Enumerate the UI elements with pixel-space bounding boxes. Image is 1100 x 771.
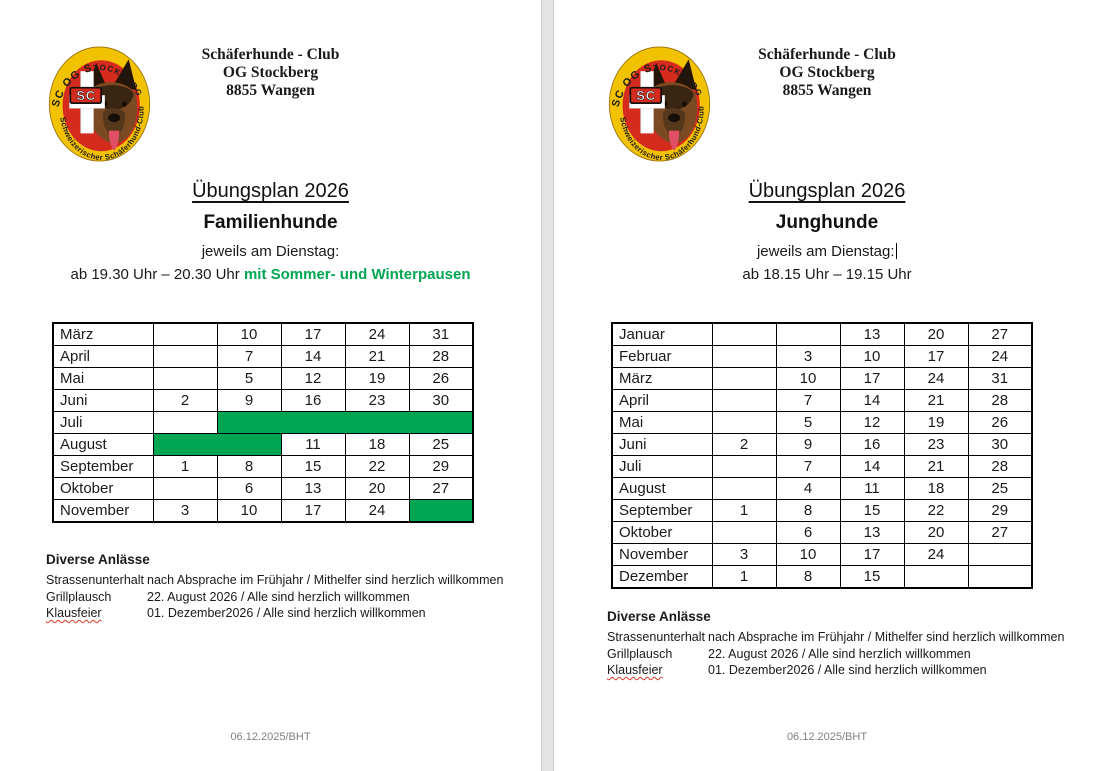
page-familienhunde [0, 0, 541, 771]
event-row [46, 572, 541, 589]
date-cell[interactable]: 18 [904, 478, 968, 500]
date-cell[interactable]: 24 [345, 323, 409, 346]
group-title[interactable]: Familienhunde [203, 212, 338, 233]
event-row [46, 589, 541, 606]
date-cell[interactable]: 25 [968, 478, 1032, 500]
page-title[interactable]: Übungsplan 2026 [748, 180, 906, 202]
date-cell[interactable]: 24 [904, 544, 968, 566]
month-cell[interactable]: März [612, 368, 712, 390]
month-cell[interactable]: Juni [53, 390, 153, 412]
date-cell[interactable]: 8 [776, 500, 840, 522]
date-cell[interactable] [712, 456, 776, 478]
event-label[interactable]: Strassenunterhalt [46, 573, 144, 587]
club-og[interactable]: OG Stockberg [779, 64, 875, 81]
month-cell[interactable]: August [612, 478, 712, 500]
event-label[interactable]: Grillplausch [607, 646, 673, 661]
event-detail[interactable]: 22. August 2026 / Alle sind herzlich willkommen [147, 589, 410, 604]
date-cell[interactable]: 17 [840, 368, 904, 390]
date-cell[interactable]: 21 [345, 346, 409, 368]
table-row [612, 323, 1032, 346]
date-cell[interactable]: 6 [217, 478, 281, 500]
date-cell[interactable]: 22 [345, 456, 409, 478]
club-name[interactable]: Schäferhunde - Club [758, 46, 896, 63]
date-cell[interactable] [712, 412, 776, 434]
schedule-table-familienhunde [52, 322, 474, 523]
date-cell[interactable]: 26 [968, 412, 1032, 434]
events-section [46, 551, 541, 622]
date-cell[interactable]: 2 [153, 390, 217, 412]
date-cell[interactable] [968, 566, 1032, 589]
pause-cell[interactable] [153, 434, 281, 456]
date-cell[interactable]: 15 [840, 566, 904, 589]
events-heading[interactable]: Diverse Anlässe [46, 552, 150, 567]
time-text: ab 19.30 Uhr – 20.30 Uhr [70, 266, 244, 283]
month-cell[interactable]: November [612, 544, 712, 566]
date-cell[interactable]: 5 [217, 368, 281, 390]
date-cell[interactable] [712, 390, 776, 412]
pause-cell[interactable] [409, 500, 473, 523]
date-cell[interactable]: 24 [345, 500, 409, 523]
schedule-table-junghunde [611, 322, 1033, 589]
event-detail[interactable]: nach Absprache im Frühjahr / Mithelfer sind herzlich willkommen [708, 630, 1065, 644]
event-detail[interactable]: nach Absprache im Frühjahr / Mithelfer sind herzlich willkommen [147, 573, 504, 587]
weekday-text: jeweils am Dienstag: [756, 243, 895, 260]
date-cell[interactable]: 1 [153, 456, 217, 478]
time-line[interactable] [0, 265, 541, 285]
date-cell[interactable]: 28 [409, 346, 473, 368]
date-cell[interactable]: 10 [776, 544, 840, 566]
date-cell[interactable]: 10 [217, 323, 281, 346]
club-logo [608, 45, 711, 163]
table-row [612, 390, 1032, 412]
month-cell[interactable]: Oktober [612, 522, 712, 544]
month-cell[interactable]: April [53, 346, 153, 368]
date-cell[interactable]: 27 [968, 522, 1032, 544]
date-cell[interactable]: 7 [776, 456, 840, 478]
table-row [53, 456, 473, 478]
title-block [554, 178, 1100, 285]
page-footer: 06.12.2025/BHT [786, 731, 868, 743]
title-block [0, 178, 541, 285]
page-gap-divider [541, 0, 554, 771]
event-row [46, 605, 541, 622]
text-cursor [896, 243, 898, 259]
page-title[interactable]: Übungsplan 2026 [192, 180, 349, 202]
date-cell[interactable] [153, 412, 217, 434]
date-cell[interactable] [712, 478, 776, 500]
event-label[interactable]: Grillplausch [46, 589, 112, 604]
table-row [612, 346, 1032, 368]
event-row [607, 646, 1100, 663]
time-line[interactable]: ab 18.15 Uhr – 19.15 Uhr [742, 266, 912, 283]
event-label[interactable]: Strassenunterhalt [607, 630, 705, 644]
table-row [53, 478, 473, 500]
date-cell[interactable] [153, 346, 217, 368]
month-cell[interactable]: Juni [612, 434, 712, 456]
date-cell[interactable]: 13 [840, 522, 904, 544]
date-cell[interactable] [712, 368, 776, 390]
month-cell[interactable]: Mai [53, 368, 153, 390]
date-cell[interactable]: 3 [776, 346, 840, 368]
pause-note: mit Sommer- und Winterpausen [243, 266, 471, 283]
date-cell[interactable]: 27 [409, 478, 473, 500]
date-cell[interactable]: 17 [904, 346, 968, 368]
date-cell[interactable] [968, 544, 1032, 566]
date-cell[interactable]: 11 [840, 478, 904, 500]
table-row [53, 368, 473, 390]
date-cell[interactable]: 3 [712, 544, 776, 566]
month-cell[interactable]: Mai [612, 412, 712, 434]
date-cell[interactable]: 31 [409, 323, 473, 346]
date-cell[interactable]: 16 [840, 434, 904, 456]
club-logo [48, 45, 151, 163]
table-row [53, 323, 473, 346]
date-cell[interactable]: 17 [840, 544, 904, 566]
month-cell[interactable]: Juli [612, 456, 712, 478]
date-cell[interactable]: 27 [968, 323, 1032, 346]
date-cell[interactable]: 5 [776, 412, 840, 434]
date-cell[interactable]: 28 [968, 456, 1032, 478]
date-cell[interactable]: 6 [776, 522, 840, 544]
date-cell[interactable]: 21 [904, 390, 968, 412]
page-junghunde [554, 0, 1100, 771]
event-detail[interactable]: 01. Dezember2026 / Alle sind herzlich willkommen [708, 663, 987, 677]
date-cell[interactable]: 4 [776, 478, 840, 500]
table-row [612, 368, 1032, 390]
date-cell[interactable]: 2 [712, 434, 776, 456]
table-row [612, 412, 1032, 434]
date-cell[interactable] [712, 323, 776, 346]
date-cell[interactable] [153, 323, 217, 346]
pause-cell[interactable] [217, 412, 473, 434]
date-cell[interactable]: 14 [840, 390, 904, 412]
table-row [612, 434, 1032, 456]
date-cell[interactable]: 25 [409, 434, 473, 456]
date-cell[interactable]: 23 [345, 390, 409, 412]
month-cell[interactable]: Dezember [612, 566, 712, 589]
event-detail[interactable]: 01. Dezember2026 / Alle sind herzlich willkommen [147, 606, 426, 620]
date-cell[interactable]: 30 [409, 390, 473, 412]
date-cell[interactable]: 24 [904, 368, 968, 390]
date-cell[interactable]: 13 [840, 323, 904, 346]
month-cell[interactable]: Juli [53, 412, 153, 434]
date-cell[interactable]: 19 [345, 368, 409, 390]
date-cell[interactable]: 17 [281, 323, 345, 346]
date-cell[interactable]: 12 [281, 368, 345, 390]
date-cell[interactable]: 10 [217, 500, 281, 523]
date-cell[interactable] [153, 368, 217, 390]
page-footer: 06.12.2025/BHT [230, 731, 311, 743]
date-cell[interactable] [712, 346, 776, 368]
date-cell[interactable]: 16 [281, 390, 345, 412]
date-cell[interactable]: 20 [904, 522, 968, 544]
date-cell[interactable] [712, 522, 776, 544]
date-cell[interactable]: 20 [904, 323, 968, 346]
table-row [612, 500, 1032, 522]
group-title[interactable]: Junghunde [775, 212, 879, 233]
date-cell[interactable] [904, 566, 968, 589]
date-cell[interactable]: 18 [345, 434, 409, 456]
month-cell[interactable]: September [53, 456, 153, 478]
month-cell[interactable]: Januar [612, 323, 712, 346]
club-name[interactable]: Schäferhunde - Club [201, 46, 340, 63]
date-cell[interactable]: 19 [904, 412, 968, 434]
month-cell[interactable]: August [53, 434, 153, 456]
event-label[interactable]: Klausfeier [46, 606, 102, 620]
date-cell[interactable]: 9 [217, 390, 281, 412]
date-cell[interactable]: 26 [409, 368, 473, 390]
event-row [607, 629, 1100, 646]
month-cell[interactable]: April [612, 390, 712, 412]
table-row [53, 412, 473, 434]
date-cell[interactable]: 15 [281, 456, 345, 478]
events-section [607, 608, 1100, 679]
month-cell[interactable]: November [53, 500, 153, 523]
date-cell[interactable]: 1 [712, 500, 776, 522]
table-row [612, 456, 1032, 478]
table-row [612, 522, 1032, 544]
date-cell[interactable] [153, 478, 217, 500]
date-cell[interactable]: 17 [281, 500, 345, 523]
month-cell[interactable]: März [53, 323, 153, 346]
table-row [612, 566, 1032, 589]
date-cell[interactable]: 22 [904, 500, 968, 522]
date-cell[interactable]: 14 [281, 346, 345, 368]
weekday-line[interactable] [554, 242, 1100, 262]
event-detail[interactable]: 22. August 2026 / Alle sind herzlich willkommen [708, 646, 971, 661]
club-city[interactable]: 8855 Wangen [782, 82, 872, 99]
table-row [53, 390, 473, 412]
event-row [607, 662, 1100, 679]
table-row [53, 500, 473, 523]
date-cell[interactable]: 21 [904, 456, 968, 478]
date-cell[interactable]: 8 [217, 456, 281, 478]
date-cell[interactable]: 12 [840, 412, 904, 434]
month-cell[interactable]: Februar [612, 346, 712, 368]
date-cell[interactable]: 8 [776, 566, 840, 589]
event-label[interactable]: Klausfeier [607, 663, 663, 677]
table-row [612, 544, 1032, 566]
date-cell[interactable]: 28 [968, 390, 1032, 412]
date-cell[interactable]: 23 [904, 434, 968, 456]
date-cell[interactable]: 10 [776, 368, 840, 390]
date-cell[interactable]: 7 [776, 390, 840, 412]
club-og[interactable]: OG Stockberg [222, 64, 319, 81]
date-cell[interactable]: 14 [840, 456, 904, 478]
date-cell[interactable]: 30 [968, 434, 1032, 456]
weekday-line[interactable]: jeweils am Dienstag: [201, 243, 340, 260]
date-cell[interactable]: 29 [968, 500, 1032, 522]
month-cell[interactable]: Oktober [53, 478, 153, 500]
table-row [612, 478, 1032, 500]
month-cell[interactable]: September [612, 500, 712, 522]
date-cell[interactable]: 29 [409, 456, 473, 478]
date-cell[interactable] [776, 323, 840, 346]
date-cell[interactable]: 31 [968, 368, 1032, 390]
date-cell[interactable]: 9 [776, 434, 840, 456]
date-cell[interactable]: 15 [840, 500, 904, 522]
date-cell[interactable]: 7 [217, 346, 281, 368]
date-cell[interactable]: 10 [840, 346, 904, 368]
date-cell[interactable]: 3 [153, 500, 217, 523]
table-row [53, 346, 473, 368]
club-city[interactable]: 8855 Wangen [226, 82, 315, 99]
table-row [53, 434, 473, 456]
date-cell[interactable]: 13 [281, 478, 345, 500]
events-heading[interactable]: Diverse Anlässe [607, 609, 711, 624]
date-cell[interactable]: 11 [281, 434, 345, 456]
date-cell[interactable]: 24 [968, 346, 1032, 368]
date-cell[interactable]: 20 [345, 478, 409, 500]
date-cell[interactable]: 1 [712, 566, 776, 589]
